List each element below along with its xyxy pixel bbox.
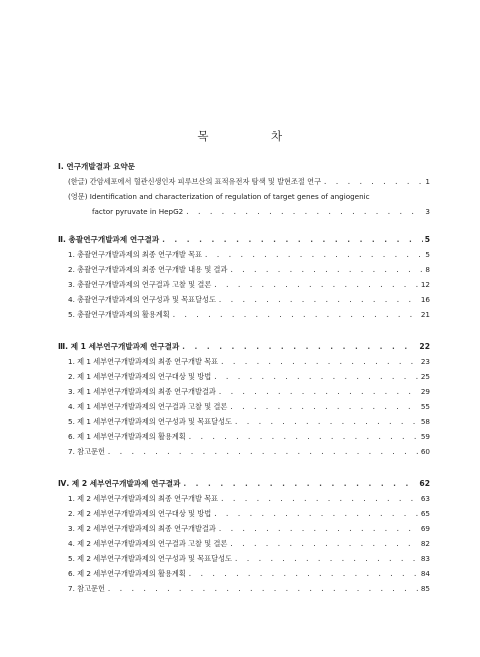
- toc-entry-page: 63: [420, 494, 430, 503]
- toc-entry-page: 84: [420, 569, 430, 578]
- toc-entry[interactable]: [58, 259, 430, 274]
- leader-dots: [213, 372, 419, 381]
- toc-entry[interactable]: [58, 488, 430, 503]
- leader-dots: [181, 342, 417, 351]
- toc-section-1: [58, 155, 430, 216]
- leader-dots: [161, 235, 423, 244]
- leader-dots: [323, 177, 423, 186]
- leader-dots: [107, 584, 419, 593]
- toc-entry-page: 83: [420, 554, 430, 563]
- title-char-1: 목: [197, 129, 209, 143]
- toc-heading-page: 22: [419, 342, 430, 351]
- toc-entry[interactable]: [58, 289, 430, 304]
- toc-entry-label: 3. 제 1 세부연구개발과제의 최종 연구개발결과: [68, 387, 216, 396]
- toc-entry-page: 55: [420, 402, 430, 411]
- toc-entry-page: 21: [420, 310, 430, 319]
- toc-entry[interactable]: [58, 366, 430, 381]
- toc-entry[interactable]: [58, 503, 430, 518]
- leader-dots: [172, 310, 419, 319]
- toc-entry[interactable]: [58, 411, 430, 426]
- toc-entry-page: 25: [420, 372, 430, 381]
- toc-entry-page: 69: [420, 524, 430, 533]
- toc-entry-label: 1. 총괄연구개발과제의 최종 연구개발 목표: [68, 250, 203, 259]
- toc-heading-label: Ⅳ. 제 2 세부연구개발과제 연구결과: [58, 479, 181, 488]
- toc-heading-page: 5: [424, 235, 430, 244]
- leader-dots: [188, 432, 419, 441]
- toc-entry-page: 59: [420, 432, 430, 441]
- toc-heading-label: Ⅱ. 총괄연구개발과제 연구결과: [58, 235, 160, 244]
- toc-entry-label: 7. 참고문헌: [68, 584, 105, 593]
- toc-entry-label: 2. 총괄연구개발과제의 최종 연구개발 내용 및 결과: [68, 265, 228, 274]
- toc-entry-label: 1. 제 1 세부연구개발과제의 최종 연구개발 목표: [68, 357, 219, 366]
- leader-dots: [234, 554, 419, 563]
- leader-dots: [220, 357, 419, 366]
- toc-entry-label: 5. 총괄연구개발과제의 활용계획: [68, 310, 170, 319]
- toc-entry[interactable]: [58, 274, 430, 289]
- toc-entry-page: 8: [425, 265, 430, 274]
- toc-entry-page: 23: [420, 357, 430, 366]
- leader-dots: [218, 524, 419, 533]
- toc-heading[interactable]: [58, 155, 430, 171]
- toc-entry-page: 85: [420, 584, 430, 593]
- leader-dots: [218, 295, 419, 304]
- leader-dots: [185, 207, 423, 216]
- toc-heading-label: Ⅲ. 제 1 세부연구개발과제 연구결과: [58, 342, 180, 351]
- toc-entry-page: 3: [425, 207, 430, 216]
- toc-entry-summary-english[interactable]: [58, 186, 430, 201]
- toc-entry[interactable]: [58, 441, 430, 456]
- leader-dots: [188, 569, 419, 578]
- toc-entry[interactable]: [58, 244, 430, 259]
- toc-entry[interactable]: [58, 396, 430, 411]
- toc-entry-page: 29: [420, 387, 430, 396]
- toc-entry-page: 58: [420, 417, 430, 426]
- toc-entry-label: 2. 제 1 세부연구개발과제의 연구대상 및 방법: [68, 372, 212, 381]
- leader-dots: [229, 539, 418, 548]
- leader-dots: [218, 387, 419, 396]
- toc-section-4: [58, 472, 430, 593]
- toc-entry-label: 3. 제 2 세부연구개발과제의 최종 연구개발결과: [68, 524, 216, 533]
- toc-entry-label: 5. 제 2 세부연구개발과제의 연구성과 및 목표달성도: [68, 554, 233, 563]
- toc-entry-page: 65: [420, 509, 430, 518]
- toc-entry-label: 6. 제 2 세부연구개발과제의 활용계획: [68, 569, 186, 578]
- leader-dots: [213, 509, 419, 518]
- toc-entry-page: 82: [420, 539, 430, 548]
- toc-entry[interactable]: [58, 426, 430, 441]
- toc-entry-label: factor pyruvate in HepG2: [92, 207, 184, 216]
- toc-section-2: [58, 228, 430, 319]
- toc-entry-page: 16: [420, 295, 430, 304]
- toc-entry-label: 4. 총괄연구개발과제의 연구성과 및 목표달성도: [68, 295, 216, 304]
- title-char-2: 차: [271, 129, 283, 143]
- toc-entry-label: 6. 제 1 세부연구개발과제의 활용계획: [68, 432, 186, 441]
- toc-entry-page: 12: [420, 280, 430, 289]
- toc-heading-label: Ⅰ. 연구개발결과 요약문: [58, 162, 136, 171]
- toc-entry-label: 3. 총괄연구개발과제의 연구결과 고찰 및 결론: [68, 280, 212, 289]
- toc-entry[interactable]: [58, 351, 430, 366]
- toc-entry-summary-english-cont[interactable]: [58, 201, 430, 216]
- leader-dots: [182, 479, 417, 488]
- leader-dots: [213, 280, 419, 289]
- toc-entry-label: 7. 참고문헌: [68, 447, 105, 456]
- toc-entry-summary-korean[interactable]: [58, 171, 430, 186]
- toc-entry[interactable]: [58, 533, 430, 548]
- toc-entry-page: 1: [425, 177, 430, 186]
- toc-entry-page: 5: [425, 250, 430, 259]
- toc-entry-label: 1. 제 2 세부연구개발과제의 최종 연구개발 목표: [68, 494, 219, 503]
- leader-dots: [220, 494, 419, 503]
- leader-dots: [234, 417, 419, 426]
- toc-entry[interactable]: [58, 518, 430, 533]
- toc-entry-label: (영문) Identification and characterization of regulation of target genes of angiogenic: [68, 192, 370, 201]
- toc-entry[interactable]: [58, 548, 430, 563]
- leader-dots: [229, 402, 418, 411]
- toc-entry-label: 4. 제 1 세부연구개발과제의 연구결과 고찰 및 결론: [68, 402, 228, 411]
- toc-entry-label: (한글) 간암세포에서 혈관신생인자 피루브산의 표적유전자 탐색 및 발현조절 연구: [68, 177, 322, 186]
- toc-heading[interactable]: [58, 335, 430, 351]
- toc-entry[interactable]: [58, 304, 430, 319]
- toc-heading[interactable]: [58, 228, 430, 244]
- leader-dots: [107, 447, 419, 456]
- leader-dots: [204, 250, 423, 259]
- page-title: [0, 128, 480, 144]
- toc-entry[interactable]: [58, 381, 430, 396]
- toc-entry[interactable]: [58, 578, 430, 593]
- toc-entry[interactable]: [58, 563, 430, 578]
- toc-section-3: [58, 335, 430, 456]
- toc-heading-page: 62: [419, 479, 430, 488]
- toc-heading[interactable]: [58, 472, 430, 488]
- leader-dots: [229, 265, 423, 274]
- toc-entry-page: 60: [420, 447, 430, 456]
- toc-entry-label: 4. 제 2 세부연구개발과제의 연구결과 고찰 및 결론: [68, 539, 228, 548]
- toc-entry-label: 2. 제 2 세부연구개발과제의 연구대상 및 방법: [68, 509, 212, 518]
- toc-entry-label: 5. 제 1 세부연구개발과제의 연구성과 및 목표달성도: [68, 417, 233, 426]
